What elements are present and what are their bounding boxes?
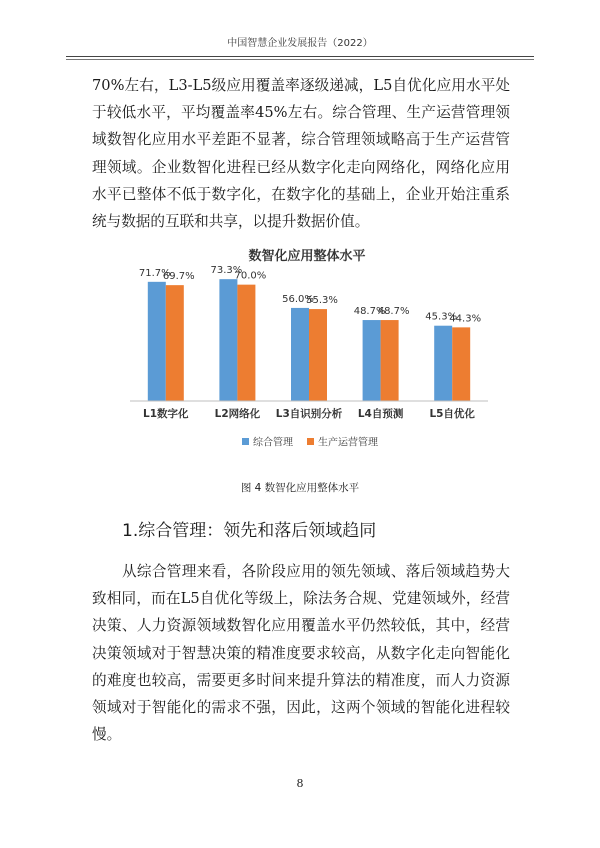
bar-production-3	[309, 309, 327, 401]
paragraph-2-text: 从综合管理来看，各阶段应用的领先领域、落后领域趋势大致相同，而在L5自优化等级上，除法务合规、党建领域外，经营决策、人力资源领域数智化应用覆盖水平仍然较低，其中，经营决策领域对于智慧决策的精准度要求较高，从数字化走向智能化的难度也较高，需要更多时间来提升算法的精准度，而人力资源领域对于智能化的需求不强，因此，这两个领域的智能化进程较慢。	[92, 563, 510, 744]
data-label: 44.3%	[449, 313, 482, 325]
data-label: 45.3%	[425, 311, 458, 323]
page-number: 8	[296, 777, 304, 790]
bar-comprehensive-2	[219, 279, 237, 401]
chart-title: 数智化应用整体水平	[248, 249, 366, 264]
bar-production-4	[381, 320, 399, 401]
body-paragraph-1	[92, 72, 510, 235]
bar-comprehensive-3	[291, 308, 309, 401]
bar-comprehensive-4	[363, 320, 381, 401]
figure-caption: 图 4 数智化应用整体水平	[240, 482, 360, 494]
data-label: 48.7%	[353, 306, 386, 318]
legend-swatch	[307, 438, 314, 445]
paragraph-1-text: 70%左右，L3-L5级应用覆盖率逐级递减，L5自优化应用水平处于较低水平，平均覆盖率45%左右。综合管理、生产运营管理领域数智化应用水平差距不显著，综合管理领域略高于生产运营管理领域。企业数智化进程已经从数字化走向网络化，网络化应用水平已整体不低于数字化，在数字化的基础上，企业开始注重系统与数据的互联和共享，以提升数据价值。	[92, 77, 510, 231]
body-paragraph-2	[92, 558, 510, 748]
running-header-title: 中国智慧企业发展报告（2022）	[227, 38, 373, 49]
header-divider	[66, 59, 534, 60]
data-label: 48.7%	[377, 306, 410, 318]
legend-label: 综合管理	[253, 437, 293, 449]
data-label: 73.3%	[210, 265, 243, 277]
section-heading: 1.综合管理：领先和落后领域趋同	[122, 521, 377, 541]
data-label: 71.7%	[138, 267, 171, 279]
category-label: L1数字化	[143, 408, 189, 420]
legend-label: 生产运营管理	[318, 437, 378, 449]
bar-comprehensive-1	[148, 282, 166, 401]
bar-production-1	[166, 285, 184, 401]
category-label: L3自识别分析	[275, 408, 343, 420]
category-label: L2网络化	[214, 408, 261, 420]
data-label: 70.0%	[234, 270, 267, 282]
chart-legend	[242, 436, 378, 449]
legend-swatch	[242, 438, 249, 445]
data-label: 55.3%	[306, 295, 338, 307]
category-label: L5自优化	[429, 408, 475, 420]
bar-production-5	[452, 327, 470, 401]
data-label: 56.0%	[282, 293, 314, 305]
bar-production-2	[237, 285, 255, 401]
category-label: L4自预测	[357, 408, 404, 420]
running-header	[66, 34, 534, 57]
bar-comprehensive-5	[434, 326, 452, 401]
bar-chart	[100, 238, 500, 468]
chart-plot-area	[130, 265, 488, 420]
data-label: 69.7%	[162, 271, 195, 283]
